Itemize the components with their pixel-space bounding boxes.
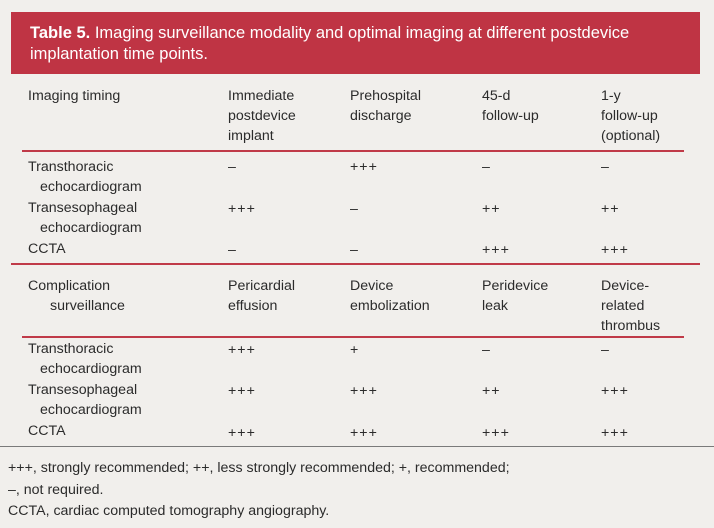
row-label-text: CCTA	[28, 241, 66, 257]
row-label-text: echocardiogram	[40, 402, 142, 418]
cell-value: –	[350, 242, 359, 258]
cell-value: –	[482, 342, 491, 358]
header-imaging-timing	[28, 86, 120, 106]
table-title	[30, 23, 690, 65]
header-device-embolization	[350, 276, 430, 316]
header-text: discharge	[350, 108, 412, 124]
row-label-text: Transesophageal	[28, 382, 138, 398]
header-text: leak	[482, 298, 509, 314]
cell-value: –	[482, 159, 491, 175]
cell-value: ++	[482, 383, 501, 399]
cell-value: –	[350, 201, 359, 217]
header-text: surveillance	[50, 298, 125, 314]
table-bottom-rule	[0, 446, 714, 447]
section2-header-rule	[22, 336, 684, 338]
header-text: related	[601, 298, 645, 314]
cell-value: +++	[601, 242, 629, 258]
header-text: Pericardial	[228, 278, 296, 294]
cell-value: +++	[228, 342, 256, 358]
header-text: 1-y	[601, 88, 621, 104]
header-text: postdevice	[228, 108, 296, 124]
cell-value: +++	[601, 425, 629, 441]
header-text: implant	[228, 128, 274, 144]
row-label-text: Transesophageal	[28, 200, 138, 216]
footnote-ccta-definition: CCTA, cardiac computed tomography angiography.	[8, 503, 330, 519]
header-text: (optional)	[601, 128, 661, 144]
header-complication-surveillance	[28, 276, 125, 316]
row-label-text: echocardiogram	[40, 220, 142, 236]
cell-value: –	[228, 159, 237, 175]
header-45d-follow-up	[482, 86, 539, 126]
row-label-ccta	[28, 239, 66, 259]
cell-value: +++	[228, 425, 256, 441]
header-text: Device	[350, 278, 394, 294]
cell-value: +++	[350, 159, 378, 175]
cell-value: –	[601, 159, 610, 175]
row-label-text: CCTA	[28, 423, 66, 439]
header-device-related-thrombus	[601, 276, 660, 336]
header-text: thrombus	[601, 318, 661, 334]
row-label-transthoracic	[28, 339, 142, 379]
cell-value: +++	[228, 383, 256, 399]
cell-value: +++	[228, 201, 256, 217]
row-label-text: Transthoracic	[28, 341, 114, 357]
cell-value: –	[601, 342, 610, 358]
header-text: embolization	[350, 298, 430, 314]
header-text: Imaging timing	[28, 88, 121, 104]
header-text: follow-up	[601, 108, 658, 124]
row-label-transesophageal	[28, 198, 142, 238]
row-label-ccta	[28, 421, 66, 441]
cell-value: –	[228, 242, 237, 258]
table-caption: Imaging surveillance modality and optimal imaging at different postdevice implantation time points.	[30, 24, 630, 63]
header-prehospital-discharge	[350, 86, 421, 126]
cell-value: +++	[350, 425, 378, 441]
header-text: Immediate	[228, 88, 295, 104]
table-number: Table 5.	[30, 24, 91, 42]
cell-value: +++	[350, 383, 378, 399]
section-divider-rule	[11, 263, 700, 265]
row-label-transthoracic	[28, 157, 142, 197]
cell-value: ++	[601, 201, 620, 217]
row-label-text: echocardiogram	[40, 361, 142, 377]
cell-value: ++	[482, 201, 501, 217]
cell-value: +	[350, 342, 360, 358]
header-peridevice-leak	[482, 276, 548, 316]
row-label-text: echocardiogram	[40, 179, 142, 195]
footnote-legend: +++, strongly recommended; ++, less strongly recommended; +, recommended;	[8, 460, 510, 476]
row-label-transesophageal	[28, 380, 142, 420]
header-text: effusion	[228, 298, 278, 314]
header-text: Peridevice	[482, 278, 549, 294]
section1-header-rule	[22, 150, 684, 152]
table-title-bar	[11, 12, 700, 74]
header-pericardial-effusion	[228, 276, 295, 316]
cell-value: +++	[601, 383, 629, 399]
row-label-text: Transthoracic	[28, 159, 114, 175]
header-text: 45-d	[482, 88, 511, 104]
cell-value: +++	[482, 242, 510, 258]
header-1y-follow-up	[601, 86, 660, 146]
footnote-not-required: –, not required.	[8, 482, 104, 498]
cell-value: +++	[482, 425, 510, 441]
header-text: Device-	[601, 278, 650, 294]
header-text: follow-up	[482, 108, 539, 124]
header-immediate-postdevice-implant	[228, 86, 296, 146]
header-text: Prehospital	[350, 88, 421, 104]
header-text: Complication	[28, 278, 111, 294]
